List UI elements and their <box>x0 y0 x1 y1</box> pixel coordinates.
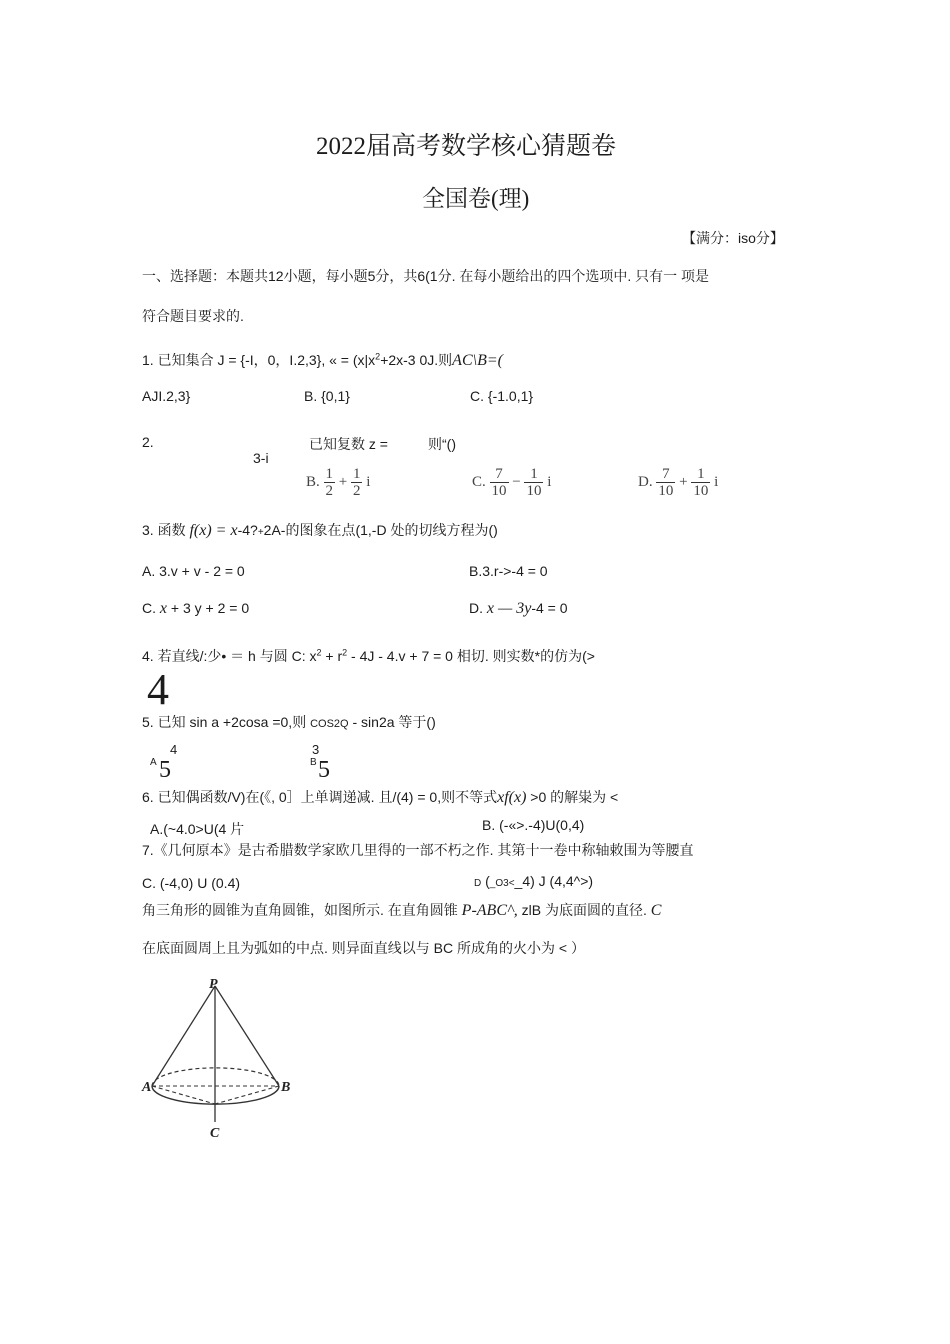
q5-stem-small: COS2Q <box>310 718 349 730</box>
q7-line2-c: C <box>650 902 662 919</box>
q2-stem-end: 则“() <box>428 436 456 452</box>
q6-option-d-small: _O3< <box>489 878 515 889</box>
q2-denominator: 3-i <box>253 450 269 466</box>
q3-stem-a: 3. 函数 <box>142 522 186 538</box>
frac-den: 10 <box>658 483 674 499</box>
q3-option-a: A. 3.v + v - 2 = 0 <box>142 563 245 579</box>
q2-option-d-frac2 <box>691 466 710 499</box>
q2-option-b <box>306 466 370 499</box>
q1-option-b: B. {0,1} <box>304 388 350 404</box>
frac-den: 2 <box>352 483 361 499</box>
page-subtitle: 全国卷(理) <box>422 186 530 211</box>
q5-option-a-den: 5 <box>159 757 171 783</box>
q6-option-c: C. (-4,0) U (0.4) <box>142 875 241 891</box>
q2-option-c-frac2 <box>524 466 543 499</box>
q4-stem-a: 4. 若直线/:少• ＝ h 与圆 C: x <box>142 648 317 664</box>
q6-option-a: A.(~4.0>U(4 片 <box>150 821 245 837</box>
frac-num: 1 <box>352 466 361 482</box>
q4-sup2: 2 <box>342 647 348 658</box>
q1-option-c: C. {-1.0,1} <box>470 388 534 404</box>
q4-stem-b: + r <box>321 648 343 664</box>
q5-option-b-label: B <box>310 757 317 768</box>
q2-stem: 已知复数 z = <box>309 436 388 452</box>
q3-stem-fx: f(x) = x <box>189 522 238 539</box>
q4-sup1: 2 <box>316 647 322 658</box>
frac-num: 1 <box>691 466 710 483</box>
q2-option-c-unit: i <box>547 474 552 490</box>
label-a: A <box>142 1080 152 1095</box>
q5-option-a-label: A <box>150 757 157 768</box>
q1-stem-c: AC\B=( <box>452 352 503 369</box>
q3-option-c-rest: + 3 y + 2 = 0 <box>170 600 250 616</box>
cone-figure <box>138 972 298 1144</box>
q2-option-c <box>472 466 551 499</box>
section-intro-line1: 一、选择题：本题共12小题，每小题5分，共6(1分. 在每小题给出的四个选项中. 只有一 项是 <box>142 268 710 284</box>
q6-option-b: B. (-«>.-4)U(0,4) <box>482 817 585 833</box>
q1-option-a: AJI.2,3} <box>142 388 191 404</box>
q2-option-b-frac1 <box>324 466 336 499</box>
q1-stem <box>142 350 503 370</box>
q5-option-a-num: 4 <box>170 742 178 757</box>
frac-num: 1 <box>524 466 543 483</box>
q6-option-d-a: ( <box>485 873 490 889</box>
q3-option-c-x: x <box>159 600 167 617</box>
q2-option-c-op: − <box>512 474 521 490</box>
frac-num: 7 <box>656 466 675 483</box>
q3-option-d <box>469 600 568 618</box>
q3-stem-b: -4? <box>237 522 258 538</box>
q5-option-b-den: 5 <box>318 757 330 783</box>
q6-stem-a: 6. 已知偶函数/V)在(《, 0］上单调递减. 且/(4) = 0,则不等式 <box>142 789 498 805</box>
q5-option-b-num: 3 <box>312 742 320 757</box>
q7-line2 <box>142 900 661 920</box>
q2-option-b-op: + <box>338 474 348 490</box>
q2-option-b-frac2 <box>351 466 363 499</box>
q5-stem-a: 5. 已知 sin a +2cosa =0,则 <box>142 714 307 730</box>
q2-option-d-label: D. <box>638 474 653 490</box>
q2-number: 2. <box>142 434 154 450</box>
q3-option-c-label: C. <box>142 600 156 616</box>
q7-line2-a: 角三角形的圆锥为直角圆锥，如图所示. 在直角圆锥 <box>142 902 458 918</box>
q3-option-d-x: x — 3y <box>486 600 532 617</box>
q6-stem-b: >0 的解粜为 < <box>526 789 619 805</box>
q6-stem-fx: xf(x) <box>497 789 527 806</box>
q5-stem <box>142 712 436 732</box>
q4-stem <box>142 646 595 666</box>
frac-den: 10 <box>693 483 709 499</box>
q3-option-c <box>142 600 249 618</box>
section-intro-line2: 符合题目要求的. <box>142 308 244 324</box>
q7-line3: 在底面圆周上且为弧如的中点. 则异面直线以与 BC 所成角的火小为 < ） <box>142 940 585 956</box>
frac-num: 1 <box>325 466 334 482</box>
q4-big-digit: 4 <box>147 665 169 714</box>
q1-stem-sup: 2 <box>375 351 381 362</box>
q6-stem <box>142 787 618 807</box>
q2-option-b-label: B. <box>306 474 320 490</box>
q3-stem-c: 2A-的图象在点(1,-D 处的切线方程为() <box>263 522 498 538</box>
q6-option-d <box>474 873 593 889</box>
frac-den: 10 <box>491 483 507 499</box>
q4-stem-c: - 4J - 4.v + 7 = 0 相切. 则实数*的仿为(> <box>347 648 595 664</box>
q3-stem <box>142 520 498 540</box>
q7-line2-b: zlB 为底面圆的直径. <box>517 902 647 918</box>
q3-stem-sub: + <box>257 527 264 538</box>
q6-option-d-label: D <box>474 878 482 889</box>
score-note: 【满分：iso分】 <box>682 230 784 246</box>
q2-option-c-frac1 <box>490 466 509 499</box>
q2-option-d-frac1 <box>656 466 675 499</box>
frac-den: 2 <box>325 483 334 499</box>
q7-line1: 7.《几何原本》是古希腊数学家欧几里得的一部不朽之作. 其第十一卷中称轴敕围为等腰直 <box>142 842 694 858</box>
frac-den: 10 <box>526 483 542 499</box>
q2-option-d-op: + <box>679 474 688 490</box>
label-p: P <box>209 977 218 992</box>
label-c: C <box>210 1126 220 1141</box>
q3-option-d-label: D. <box>469 600 483 616</box>
edge-pb <box>215 986 279 1086</box>
q6-option-d-b: _4) J (4,4^>) <box>514 873 594 889</box>
q2-option-d <box>638 466 718 499</box>
q1-stem-a: 1. 已知集合 J = {-I，0，I.2,3}, « = (x|x <box>142 352 376 368</box>
q1-stem-b: +2x-3 0J.则 <box>380 352 453 368</box>
label-b: B <box>281 1080 291 1095</box>
edge-pa <box>152 986 215 1086</box>
q7-line2-italic: P-ABC^, <box>461 902 518 919</box>
q2-option-c-label: C. <box>472 474 486 490</box>
page-title: 2022届高考数学核心猜题卷 <box>316 133 617 160</box>
q2-option-b-unit: i <box>366 474 371 490</box>
q3-option-d-rest: -4 = 0 <box>531 600 568 616</box>
q2-option-d-unit: i <box>714 474 719 490</box>
frac-num: 7 <box>490 466 509 483</box>
q3-option-b: B.3.r->-4 = 0 <box>469 563 548 579</box>
q5-stem-b: - sin2a 等于() <box>348 714 436 730</box>
